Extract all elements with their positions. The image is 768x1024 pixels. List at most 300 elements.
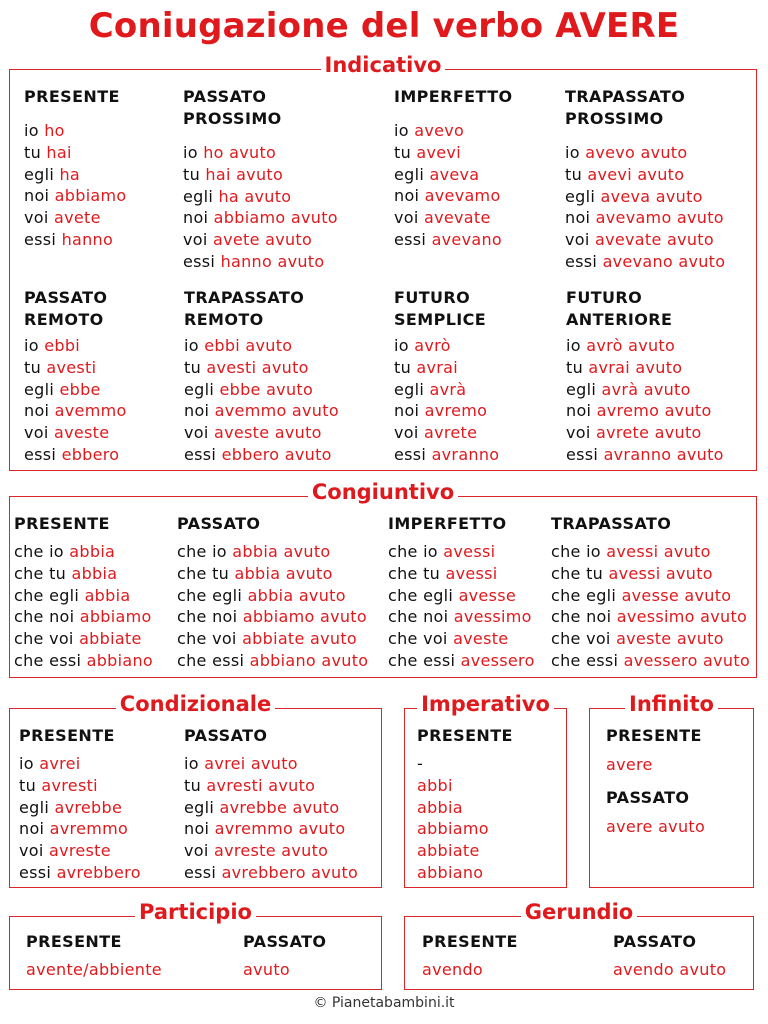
gerundio-box — [404, 900, 754, 990]
tense-heading: PASSATO — [606, 788, 690, 807]
verb-form: hanno — [61, 229, 114, 249]
conjugation-row — [388, 585, 535, 607]
conjugation-row — [24, 357, 127, 379]
pronoun: che egli — [14, 585, 80, 605]
verb-form: avevano avuto — [602, 251, 726, 271]
pronoun: tu — [19, 775, 37, 795]
conjugation-row — [177, 650, 368, 672]
pronoun: egli — [19, 797, 50, 817]
verb-form: avevamo avuto — [595, 208, 724, 228]
conjugation-row — [19, 862, 141, 884]
conjugation-row — [565, 142, 725, 164]
pronoun: egli — [24, 164, 55, 184]
pronoun: io — [566, 336, 581, 355]
pronoun: che voi — [551, 629, 611, 649]
pronoun: essi — [24, 444, 57, 464]
verb-form: ha avuto — [218, 186, 292, 206]
tense-column — [184, 287, 339, 466]
conjugation-row — [184, 862, 358, 884]
tense-column — [14, 513, 153, 672]
conjugation-row — [422, 959, 518, 981]
pronoun: essi — [183, 251, 216, 271]
verb-form: avrebbe avuto — [219, 797, 340, 817]
tense-heading: PASSATO — [184, 726, 268, 745]
congiuntivo-box — [9, 480, 757, 678]
pronoun: voi — [184, 423, 209, 443]
verb-form: abbiamo — [54, 186, 127, 206]
tense-heading: PASSATO PROSSIMO — [183, 87, 282, 128]
tense-heading: IMPERFETTO — [388, 514, 507, 533]
pronoun: noi — [24, 401, 50, 421]
verb-form: ebbero — [61, 444, 120, 464]
conjugation-row — [566, 444, 724, 466]
verb-form: avessero — [460, 650, 535, 670]
pronoun: tu — [184, 775, 202, 795]
conjugation-row — [566, 422, 724, 444]
pronoun: tu — [24, 357, 42, 377]
pronoun: che noi — [14, 607, 75, 627]
pronoun: che essi — [14, 650, 82, 670]
pronoun: essi — [19, 862, 52, 882]
participio-label: Participio — [135, 900, 256, 924]
verb-form: avremo avuto — [596, 401, 712, 421]
pronoun: egli — [183, 186, 214, 206]
infinito-label: Infinito — [625, 692, 718, 716]
verb-form: avremmo avuto — [214, 819, 346, 839]
conjugation-row — [24, 185, 127, 207]
verb-form: avuto — [243, 960, 290, 979]
pronoun: che essi — [177, 650, 245, 670]
conjugation-list — [606, 815, 705, 839]
verb-form: hanno avuto — [220, 251, 325, 271]
pronoun: essi — [565, 251, 598, 271]
tense-heading: PRESENTE — [26, 932, 122, 951]
verb-form: avessimo avuto — [616, 607, 748, 627]
pronoun: che tu — [177, 563, 230, 583]
verb-form: avreste — [49, 841, 111, 861]
tense-heading: PRESENTE — [14, 514, 110, 533]
pronoun: io — [565, 143, 580, 162]
conjugation-row — [184, 335, 339, 357]
tense-column — [26, 931, 162, 981]
verb-form: abbia — [84, 585, 131, 605]
verb-form: avresti avuto — [206, 775, 316, 795]
conjugation-row — [394, 164, 513, 186]
conjugation-row — [606, 815, 705, 839]
verb-form: avranno — [431, 444, 500, 464]
verb-form: avere — [606, 755, 653, 774]
verb-form: avevate avuto — [595, 230, 714, 250]
conjugation-row — [388, 650, 535, 672]
pronoun: che tu — [14, 563, 67, 583]
pronoun: voi — [24, 423, 49, 443]
conjugation-row — [184, 400, 339, 422]
conjugation-row — [551, 585, 750, 607]
conjugation-row — [394, 142, 513, 164]
tense-heading: FUTURO SEMPLICE — [394, 288, 487, 329]
verb-form: aveva avuto — [600, 186, 703, 206]
conjugation-row — [243, 959, 326, 981]
conjugation-row — [388, 628, 535, 650]
conjugation-list — [26, 959, 162, 981]
pronoun: egli — [565, 186, 596, 206]
pronoun: io — [24, 336, 39, 355]
verb-form: avrei — [39, 754, 81, 773]
pronoun: voi — [394, 208, 419, 228]
tense-column — [177, 513, 368, 672]
verb-form: avendo avuto — [613, 960, 727, 979]
conjugation-row — [184, 797, 358, 819]
pronoun: tu — [566, 357, 584, 377]
conjugation-row — [19, 840, 141, 862]
conjugation-row — [183, 164, 338, 186]
conjugation-row — [565, 186, 725, 208]
verb-form: avrebbero — [56, 862, 141, 882]
tense-column — [184, 725, 358, 884]
verb-form: avrò avuto — [586, 336, 676, 355]
conjugation-row — [417, 775, 513, 797]
verb-form: abbiate — [79, 629, 142, 649]
verb-form: avrei avuto — [204, 754, 298, 773]
conjugation-row — [565, 251, 725, 273]
conjugation-row — [24, 422, 127, 444]
tense-column — [24, 287, 127, 466]
verb-form: avrete — [424, 423, 478, 443]
pronoun: noi — [184, 401, 210, 421]
conjugation-row — [394, 185, 513, 207]
verb-form: avesse avuto — [621, 585, 732, 605]
conjugation-row — [24, 142, 127, 164]
verb-form: ho avuto — [203, 143, 277, 162]
congiuntivo-label: Congiuntivo — [308, 480, 458, 504]
conjugation-list — [14, 541, 153, 672]
verb-form: avevo avuto — [585, 143, 688, 162]
pronoun: essi — [394, 444, 427, 464]
verb-form: avemmo avuto — [214, 401, 339, 421]
tense-column — [183, 86, 338, 273]
verb-form: avessi avuto — [606, 542, 711, 561]
pronoun: che voi — [177, 629, 237, 649]
tense-heading: PASSATO REMOTO — [24, 288, 108, 329]
tense-heading: PRESENTE — [19, 726, 115, 745]
conjugation-list — [388, 541, 535, 672]
pronoun: che io — [14, 542, 64, 561]
verb-form: avessi — [443, 542, 496, 561]
conjugation-row — [417, 797, 513, 819]
conjugation-row — [24, 164, 127, 186]
conjugation-row — [388, 563, 535, 585]
conjugation-list — [417, 753, 513, 884]
conjugation-list — [19, 753, 141, 884]
pronoun: egli — [184, 797, 215, 817]
conjugation-row — [24, 207, 127, 229]
pronoun: io — [24, 121, 39, 140]
tense-column — [24, 86, 127, 251]
pronoun: che io — [177, 542, 227, 561]
verb-form: ha — [59, 164, 81, 184]
pronoun: noi — [394, 186, 420, 206]
pronoun: che essi — [388, 650, 456, 670]
verb-form: avete avuto — [213, 230, 313, 250]
verb-form: avrebbe — [54, 797, 123, 817]
pronoun: che io — [551, 542, 601, 561]
pronoun: essi — [184, 862, 217, 882]
conjugation-row — [394, 229, 513, 251]
conjugation-row — [394, 422, 499, 444]
pronoun: essi — [566, 444, 599, 464]
pronoun: egli — [394, 379, 425, 399]
verb-form: abbiate — [417, 841, 480, 861]
verb-form: avente/abbiente — [26, 960, 162, 979]
verb-form: aveste avuto — [214, 423, 322, 443]
conjugation-list — [566, 335, 724, 466]
conjugation-row — [14, 650, 153, 672]
condizionale-box — [9, 692, 382, 888]
pronoun: noi — [183, 208, 209, 228]
verb-form: avrebbero avuto — [221, 862, 359, 882]
conjugation-list — [422, 959, 518, 981]
verb-form: avreste avuto — [214, 841, 329, 861]
conjugation-list — [183, 142, 338, 273]
pronoun: io — [183, 143, 198, 162]
verb-form: avesti avuto — [206, 357, 309, 377]
pronoun: che noi — [388, 607, 449, 627]
pronoun: tu — [183, 164, 201, 184]
pronoun: essi — [184, 444, 217, 464]
tense-column — [606, 787, 705, 839]
conjugation-row — [184, 818, 358, 840]
conjugation-row — [417, 862, 513, 884]
tense-column — [551, 513, 750, 672]
conjugation-row — [394, 207, 513, 229]
pronoun: voi — [183, 230, 208, 250]
tense-column — [417, 725, 513, 884]
indicativo-label: Indicativo — [321, 53, 446, 77]
verb-form: ebbe — [59, 379, 101, 399]
conjugation-row — [14, 628, 153, 650]
conjugation-row — [19, 818, 141, 840]
pronoun: tu — [184, 357, 202, 377]
tense-heading: FUTURO ANTERIORE — [566, 288, 673, 329]
conjugation-list — [243, 959, 326, 981]
verb-form: avevi avuto — [587, 164, 685, 184]
pronoun: voi — [394, 423, 419, 443]
pronoun: che noi — [551, 607, 612, 627]
tense-heading: PASSATO — [243, 932, 327, 951]
conjugation-row — [388, 606, 535, 628]
verb-form: abbia — [71, 563, 118, 583]
participio-box — [9, 900, 382, 990]
verb-form: avesti — [46, 357, 97, 377]
imperativo-label: Imperativo — [417, 692, 554, 716]
conjugation-row — [417, 840, 513, 862]
conjugation-row — [183, 229, 338, 251]
verb-form: aveva — [429, 164, 480, 184]
conjugation-row — [565, 229, 725, 251]
tense-column — [566, 287, 724, 466]
verb-form: avrete avuto — [596, 423, 702, 443]
conjugation-row — [177, 585, 368, 607]
verb-form: avemmo — [54, 401, 127, 421]
verb-form: avrà — [429, 379, 467, 399]
pronoun: che tu — [388, 563, 441, 583]
verb-form: aveste avuto — [616, 629, 724, 649]
pronoun: tu — [24, 142, 42, 162]
pronoun: voi — [565, 230, 590, 250]
verb-form: aveste — [453, 629, 509, 649]
tense-heading: IMPERFETTO — [394, 87, 513, 106]
conjugation-row — [394, 400, 499, 422]
conjugation-list — [184, 335, 339, 466]
tense-column — [394, 287, 499, 466]
conjugation-row — [24, 229, 127, 251]
verb-form: avessimo — [453, 607, 532, 627]
conjugation-row — [177, 628, 368, 650]
verb-form: abbia — [417, 797, 463, 817]
verb-form: avessi avuto — [608, 563, 713, 583]
pronoun: noi — [566, 401, 592, 421]
pronoun: voi — [566, 423, 591, 443]
verb-form: avevamo — [424, 186, 501, 206]
pronoun: tu — [565, 164, 583, 184]
tense-column — [19, 725, 141, 884]
pronoun: egli — [24, 379, 55, 399]
verb-form: ebbi — [44, 336, 81, 355]
tense-heading: PRESENTE — [417, 726, 513, 745]
conjugation-row — [184, 753, 358, 775]
conjugation-row — [24, 400, 127, 422]
conjugation-row — [177, 563, 368, 585]
conjugation-list — [394, 335, 499, 466]
verb-form: abbia avuto — [232, 542, 331, 561]
condizionale-label: Condizionale — [116, 692, 275, 716]
conjugation-row — [183, 186, 338, 208]
conjugation-row — [184, 357, 339, 379]
tense-heading: TRAPASSATO PROSSIMO — [565, 87, 686, 128]
verb-form: avessi — [445, 563, 498, 583]
conjugation-row — [177, 606, 368, 628]
pronoun: che voi — [14, 629, 74, 649]
conjugation-row — [14, 563, 153, 585]
conjugation-row — [24, 120, 127, 142]
pronoun: tu — [394, 142, 412, 162]
conjugation-list — [177, 541, 368, 672]
conjugation-row — [566, 379, 724, 401]
tense-heading: TRAPASSATO REMOTO — [184, 288, 305, 329]
tense-heading: PRESENTE — [422, 932, 518, 951]
conjugation-row — [19, 775, 141, 797]
conjugation-row — [551, 541, 750, 563]
conjugation-row — [184, 840, 358, 862]
conjugation-row — [566, 335, 724, 357]
conjugation-row — [394, 335, 499, 357]
pronoun: io — [184, 336, 199, 355]
verb-form: avessero avuto — [623, 650, 751, 670]
conjugation-row — [388, 541, 535, 563]
conjugation-list — [551, 541, 750, 672]
verb-form: abbiamo avuto — [213, 208, 338, 228]
verb-form: ebbero avuto — [221, 444, 332, 464]
pronoun: noi — [19, 819, 45, 839]
verb-form: - — [417, 754, 424, 773]
tense-column — [613, 931, 726, 981]
conjugation-row — [14, 606, 153, 628]
conjugation-row — [606, 753, 702, 777]
conjugation-row — [14, 541, 153, 563]
pronoun: essi — [24, 229, 57, 249]
conjugation-row — [394, 120, 513, 142]
conjugation-row — [19, 753, 141, 775]
conjugation-row — [184, 775, 358, 797]
pronoun: voi — [19, 841, 44, 861]
verb-form: avrai — [416, 357, 459, 377]
indicativo-box — [9, 53, 757, 471]
verb-form: hai avuto — [205, 164, 284, 184]
verb-form: avevate — [424, 208, 491, 228]
pronoun: io — [184, 754, 199, 773]
verb-form: ebbi avuto — [204, 336, 293, 355]
pronoun: che io — [388, 542, 438, 561]
conjugation-row — [26, 959, 162, 981]
verb-form: abbia — [69, 542, 116, 561]
verb-form: avevano — [431, 229, 502, 249]
pronoun: che egli — [177, 585, 243, 605]
verb-form: abbia avuto — [234, 563, 333, 583]
copyright-footer: © Pianetabambini.it — [313, 995, 455, 1011]
tense-heading: PASSATO — [613, 932, 697, 951]
verb-form: abbiamo — [79, 607, 152, 627]
tense-column — [243, 931, 326, 981]
verb-form: abbiamo avuto — [242, 607, 367, 627]
verb-form: aveste — [54, 423, 110, 443]
verb-form: abbia avuto — [247, 585, 346, 605]
conjugation-row — [551, 650, 750, 672]
pronoun: egli — [394, 164, 425, 184]
verb-form: avremmo — [49, 819, 129, 839]
conjugation-row — [566, 400, 724, 422]
conjugation-row — [183, 207, 338, 229]
verb-form: ho — [44, 121, 65, 140]
conjugation-row — [24, 444, 127, 466]
conjugation-row — [19, 797, 141, 819]
pronoun: tu — [394, 357, 412, 377]
conjugation-list — [606, 753, 702, 777]
verb-form: avete — [54, 208, 101, 228]
tense-column — [388, 513, 535, 672]
conjugation-list — [613, 959, 726, 981]
conjugation-row — [417, 753, 513, 775]
verb-form: abbiate avuto — [242, 629, 358, 649]
conjugation-row — [551, 628, 750, 650]
pronoun: che egli — [551, 585, 617, 605]
pronoun: che voi — [388, 629, 448, 649]
conjugation-row — [566, 357, 724, 379]
verb-form: abbiano — [86, 650, 154, 670]
verb-form: avremo — [424, 401, 488, 421]
tense-heading: TRAPASSATO — [551, 514, 672, 533]
verb-form: avevo — [414, 121, 465, 140]
verb-form: ebbe avuto — [219, 379, 314, 399]
conjugation-list — [394, 120, 513, 251]
conjugation-row — [394, 357, 499, 379]
imperativo-box — [404, 692, 567, 888]
verb-form: avevi — [416, 142, 461, 162]
tense-column — [565, 86, 725, 273]
pronoun: che egli — [388, 585, 454, 605]
tense-column — [394, 86, 513, 251]
pronoun: io — [19, 754, 34, 773]
pronoun: che tu — [551, 563, 604, 583]
